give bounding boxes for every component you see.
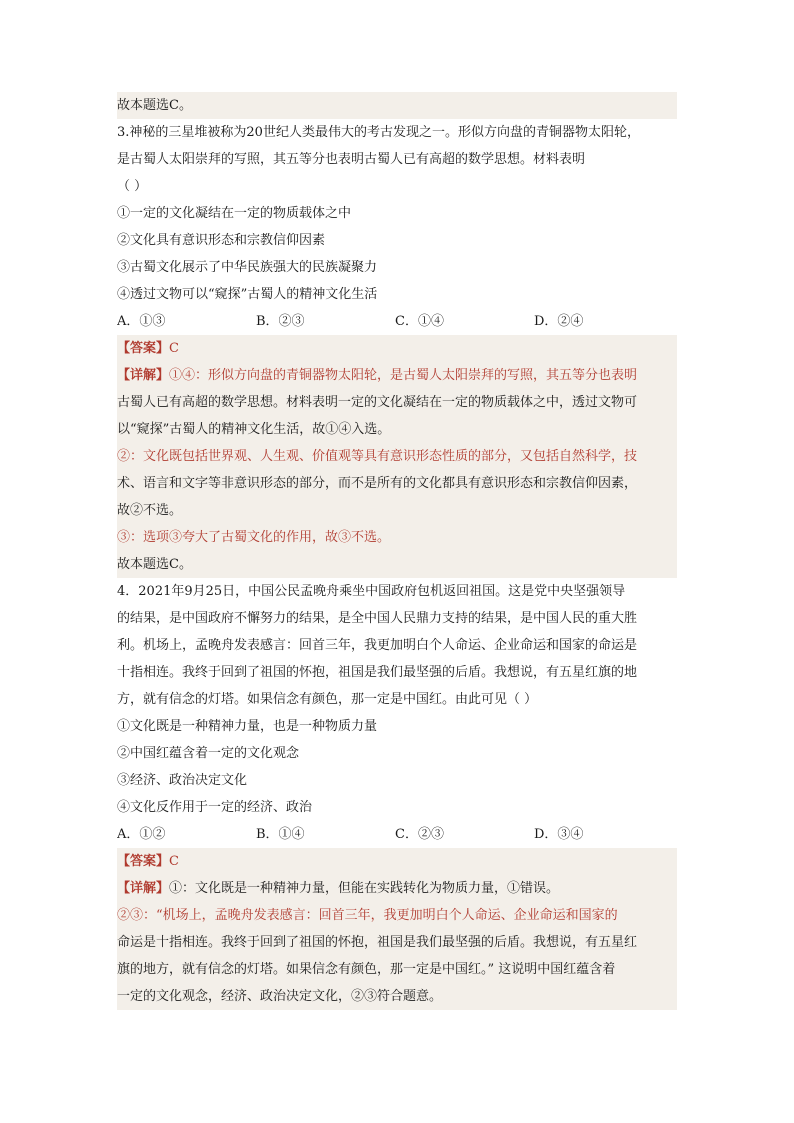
q3-item-4: ④透过文物可以“窥探”古蜀人的精神文化生活 [117, 287, 378, 302]
q4-stem-line: 十指相连。我终于回到了祖国的怀抱，祖国是我们最坚强的后盾。我想说，有五星红旗的地 [117, 665, 638, 680]
question-3 [117, 119, 677, 578]
answer-value: C [169, 854, 179, 869]
q4-option-c: C．②③ [395, 827, 444, 842]
q4-stem-line: 的结果，是中国政府不懈努力的结果，是全中国人民鼎力支持的结果，是中国人民的重大胜 [117, 611, 638, 626]
question-4 [117, 578, 677, 1010]
q4-option-d: D．③④ [534, 827, 584, 842]
q4-detail-line: 一定的文化观念，经济、政治决定文化，②③符合题意。 [117, 983, 677, 1010]
answer-tag: 【答案】 [117, 854, 170, 869]
q4-item-1: ①文化既是一种精神力量，也是一种物质力量 [117, 719, 378, 734]
answer-value: C [169, 341, 179, 356]
q3-options [117, 308, 677, 335]
q3-item-1: ①一定的文化凝结在一定的物质载体之中 [117, 206, 352, 221]
q4-answer [117, 848, 677, 875]
q4-options [117, 821, 677, 848]
q3-option-a: A．①③ [117, 314, 166, 329]
q3-detail-line [117, 362, 677, 389]
q3-stem-line: 3.神秘的三星堆被称为20世纪人类最伟大的考古发现之一。形似方向盘的青铜器物太阳轮， [117, 125, 640, 140]
q3-stem-line: （ ） [117, 179, 148, 194]
q3-detail-line: 故②不选。 [117, 497, 677, 524]
q4-stem-line: 方，就有信念的灯塔。如果信念有颜色，那一定是中国红。由此可见（ ） [117, 692, 538, 707]
q3-detail-line: 以“窥探”古蜀人的精神文化生活，故①④入选。 [117, 416, 677, 443]
q4-detail-line [117, 875, 677, 902]
q4-detail-text: ①：文化既是一种精神力量，但能在实践转化为物质力量，①错误。 [169, 881, 560, 896]
q2-conclusion: 故本题选C。 [117, 92, 677, 119]
q3-answer [117, 335, 677, 362]
q3-option-c: C．①④ [395, 314, 444, 329]
q3-detail-line: ②：文化既包括世界观、人生观、价值观等具有意识形态性质的部分，又包括自然科学，技 [117, 443, 677, 470]
q4-detail-line: ②③：“机场上，孟晚舟发表感言：回首三年，我更加明白个人命运、企业命运和国家的 [117, 902, 677, 929]
document-page [117, 92, 677, 1010]
q4-detail-line: 命运是十指相连。我终于回到了祖国的怀抱，祖国是我们最坚强的后盾。我想说，有五星红 [117, 929, 677, 956]
q4-item-4: ④文化反作用于一定的经济、政治 [117, 800, 313, 815]
q4-item-2: ②中国红蕴含着一定的文化观念 [117, 746, 300, 761]
q3-item-2: ②文化具有意识形态和宗教信仰因素 [117, 233, 326, 248]
q3-detail-text: ①④：形似方向盘的青铜器物太阳轮，是古蜀人太阳崇拜的写照，其五等分也表明 [169, 368, 638, 383]
answer-tag: 【答案】 [117, 341, 170, 356]
q3-detail-line: 术、语言和文字等非意识形态的部分，而不是所有的文化都具有意识形态和宗教信仰因素， [117, 470, 677, 497]
q4-item-3: ③经济、政治决定文化 [117, 773, 248, 788]
q3-conclusion: 故本题选C。 [117, 551, 677, 578]
q4-stem-line: 4．2021年9月25日，中国公民孟晚舟乘坐中国政府包机返回祖国。这是党中央坚强领导 [117, 584, 626, 599]
q4-option-a: A．①② [117, 827, 166, 842]
q4-stem-line: 利。机场上，孟晚舟发表感言：回首三年，我更加明白个人命运、企业命运和国家的命运是 [117, 638, 638, 653]
q4-option-b: B．①④ [256, 827, 305, 842]
q3-detail-line: ③：选项③夸大了古蜀文化的作用，故③不选。 [117, 524, 677, 551]
q3-stem-line: 是古蜀人太阳崇拜的写照，其五等分也表明古蜀人已有高超的数学思想。材料表明 [117, 152, 586, 167]
q3-item-3: ③古蜀文化展示了中华民族强大的民族凝聚力 [117, 260, 378, 275]
q3-option-b: B．②③ [256, 314, 305, 329]
q4-detail-line: 旗的地方，就有信念的灯塔。如果信念有颜色，那一定是中国红。” 这说明中国红蕴含着 [117, 956, 677, 983]
detail-tag: 【详解】 [117, 881, 170, 896]
q3-option-d: D．②④ [534, 314, 584, 329]
detail-tag: 【详解】 [117, 368, 170, 383]
q3-detail-line: 古蜀人已有高超的数学思想。材料表明一定的文化凝结在一定的物质载体之中，透过文物可 [117, 389, 677, 416]
